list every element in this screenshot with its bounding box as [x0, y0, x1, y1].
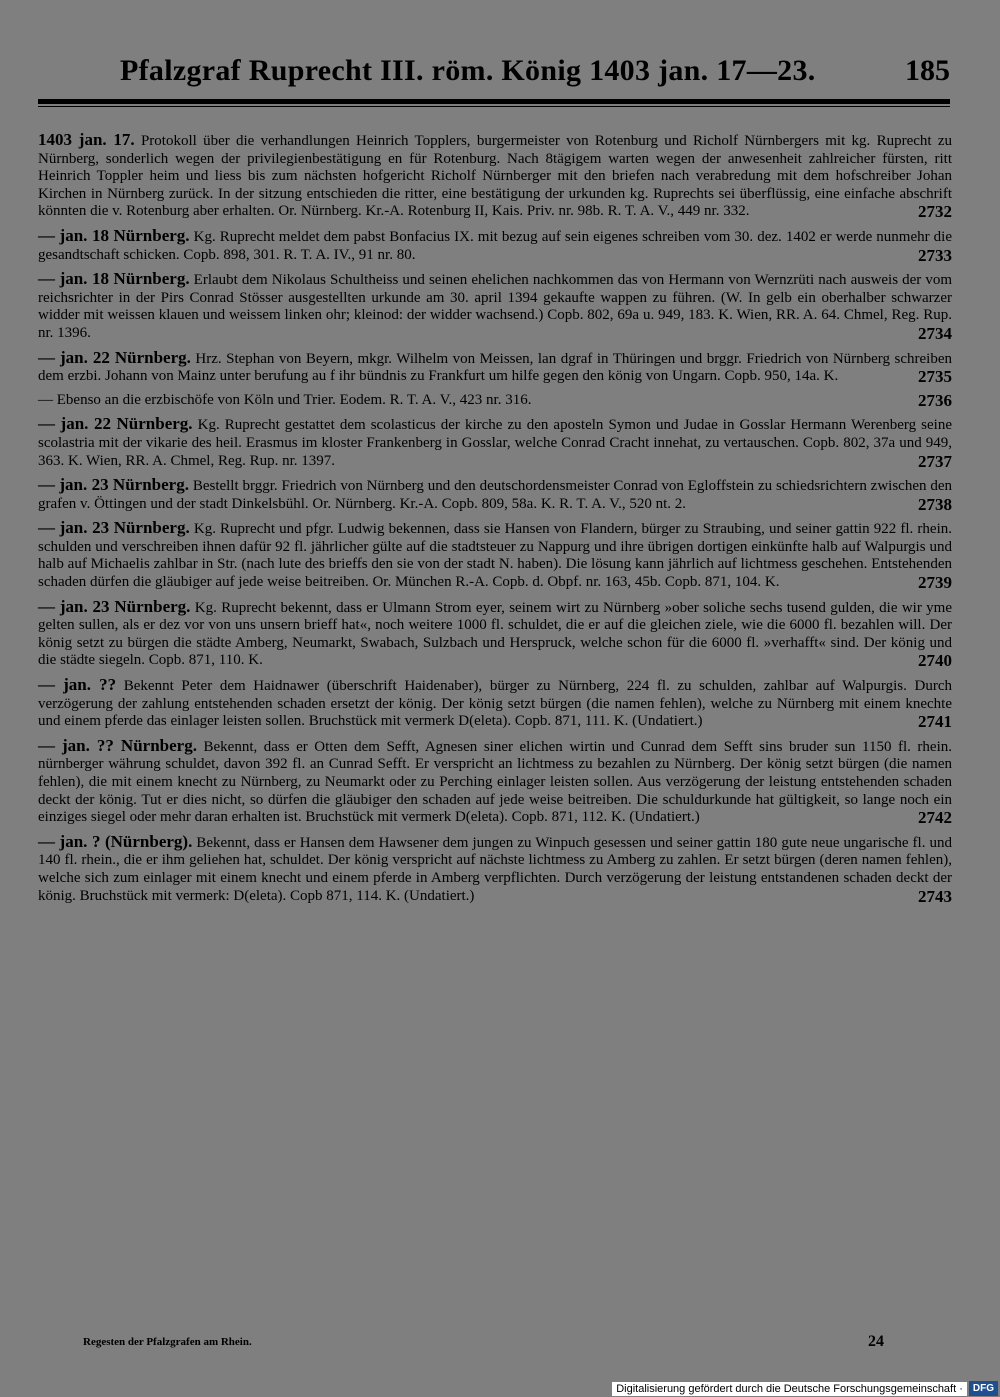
entry-text: Hrz. Stephan von Beyern, mkgr. Wilhelm von Meissen, lan dgraf in Thüringen und brggr. Friedrich von Nürnberg schreiben dem erzbi. Johann von Mainz unter berufung au f ihr bündnis zu Frankfurt um hilfe gegen den könig von Ungarn. Copb. 950, 14a. K. [38, 350, 952, 385]
regest-entry [38, 598, 952, 670]
entry-date: — jan. 23 Nürnberg. [38, 518, 190, 538]
header-rule-thick [38, 99, 950, 104]
entry-number: 2743 [918, 886, 952, 906]
entry-date: 1403 jan. 17. [38, 130, 135, 149]
entry-number: 2739 [918, 573, 952, 593]
entry-number: 2733 [918, 245, 952, 265]
entry-text: Bestellt brggr. Friedrich von Nürnberg und den deutschordensmeister Conrad von Egloffstein zu schiedsrichtern zwischen den grafen v. Öttingen und der stadt Dinkelsbühl. Or. Nürnberg. Kr.-A. Copb. 809, 58a. K. R. T. A. V., 520 nt. 2. [38, 478, 952, 512]
entry-number: 2742 [918, 808, 952, 828]
entry-number: 2734 [918, 323, 952, 343]
header-rule-thin [38, 106, 950, 107]
entry-date: — jan. 18 Nürnberg. [38, 269, 190, 289]
entry-number: 2732 [918, 202, 952, 222]
entry-date: — jan. 22 Nürnberg. [38, 414, 193, 434]
entry-date: — jan. ?? [38, 675, 117, 695]
entry-number: 2741 [918, 712, 952, 732]
regest-entry [38, 131, 952, 221]
entry-text: Erlaubt dem Nikolaus Schultheiss und seinen ehelichen nachkommen das von Hermann von Wernzrüti nach ausweis der vom reichsrichter in der Pirs Conrad Stösser ausgestellten urkunde am 30. april 1394 gekaufte wappen zu führen. (W. In gelb ein oberhalber schwarzer widder mit weissen klauen und weissem linken ohr; kleinod: der widder wachsend.) Copb. 802, 69a u. 949, 183. K. Wien, RR. A. 64. Chmel, Reg. Rup. nr. 1396. [38, 272, 953, 341]
entry-date: — jan. ?? Nürnberg. [38, 735, 197, 755]
footer-signature: 24 [868, 1333, 884, 1350]
dfg-credit-text: Digitalisierung gefördert durch die Deutsche Forschungsgemeinschaft · [612, 1382, 967, 1396]
entry-date: — jan. 18 Nürnberg. [38, 225, 190, 245]
entry-date: — jan. 23 Nürnberg. [38, 596, 191, 616]
regest-entry [38, 270, 952, 342]
regest-entry [38, 676, 952, 731]
footer-series-title: Regesten der Pfalzgrafen am Rhein. [83, 1336, 252, 1348]
entry-text: Kg. Ruprecht bekennt, dass er Ulmann Strom eyer, seinem wirt zu Nürnberg »ober soliche sechs tusend gulden, die wir yme gelten sullen, als er dez vor von uns unsern brieff hat«, noch weitere 1000 fl. schuldet, die er auf die gleichen ziele, wie die 6000 fl. bezahlen will. Der könig setzt zu bürgen die städte Amberg, Neumarkt, Swabach, Sulzbach und Herspruck, welche schon für die 6000 fl. »verhafft« sind. Der könig und die städte siegeln. Copb. 871, 110. K. [38, 599, 952, 669]
entry-text: Kg. Ruprecht gestattet dem scolasticus der kirche zu den aposteln Symon und Judae in Gosslar Hermann Werenberg seine scolastria mit der vikarie des heil. Erasmus im kloster Frankenberg in Gosslar, welche Conrad Cracht innehat, zu vertauschen. Copb. 802, 37a und 949, 363. K. Wien, RR. A. Chmel, Reg. Rup. nr. 1397. [38, 417, 952, 469]
regest-entry [38, 392, 952, 410]
entry-date: — jan. 22 Nürnberg. [38, 347, 191, 367]
regest-entry [38, 476, 952, 513]
entry-number: 2736 [918, 390, 952, 410]
entry-number: 2738 [918, 494, 952, 514]
entry-date: — [38, 391, 53, 408]
header-title: Pfalzgraf Ruprecht III. röm. König 1403 jan. 17—23. [120, 54, 816, 87]
entry-text: Bekennt, dass er Hansen dem Hawsener dem jungen zu Winpuch gesessen und seiner gattin 180 gute neue ungarische fl. und 140 fl. rhein., die er ihm geliehen hat, schuldet. Der könig verspricht auf nächste lichtmess zu Amberg zu zahlen. Er setzt bürgen (deren namen fehlen), welche sich zum einlager mit einem knecht und einem pferde in Amberg verpflichten. Durch verzögerung der leistung entstandenen schaden deckt der könig. Bruchstück mit vermerk: D(eleta). Copb 871, 114. K. (Undatiert.) [38, 834, 952, 904]
regest-entry [38, 227, 952, 264]
entry-date: — jan. 23 Nürnberg. [38, 475, 189, 495]
entry-number: 2740 [918, 651, 952, 671]
entry-text: Kg. Ruprecht meldet dem pabst Bonfacius IX. mit bezug auf sein eigenes schreiben vom 30. dez. 1402 er werde nunmehr die gesandtschaft schicken. Copb. 898, 301. R. T. A. IV., 91 nr. 80. [38, 228, 952, 263]
regest-entry [38, 833, 952, 905]
regest-entry [38, 737, 952, 827]
dfg-credit-bar [612, 1380, 1000, 1397]
entry-text: Protokoll über die verhandlungen Heinrich Topplers, burgermeister von Rotenburg und Richolf Nürnbergers mit kg. Ruprecht zu Nürnberg, sonderlich wegen der privilegienbestätigung en für Rotenburg. Nach 8tägigem warten wegen der anwesenheit zahlreicher fürsten, ritt Heinrich Toppler heim und liess bis zum nächsten hofgericht Richolf Nürnberger mit den briefen nach verabredung mit dem hofschreiber Johan Kirchen in Nürnberg zurück. In der sitzung entschieden die ritter, eine bestätigung der urkunden kg. Ruprechts sei überflüssig, eine einfache abschrift könnten die v. Rotenburg aber erhalten. Or. Nürnberg. Kr.-A. Rotenburg II, Kais. Priv. nr. 98b. R. T. A. V., 449 nr. 332. [38, 133, 952, 220]
regest-entry [38, 349, 952, 386]
entry-number: 2737 [918, 451, 952, 471]
page-number: 185 [905, 54, 950, 87]
entry-text: Ebenso an die erzbischöfe von Köln und Trier. Eodem. R. T. A. V., 423 nr. 316. [56, 391, 532, 408]
entry-date: — jan. ? (Nürnberg). [38, 831, 193, 851]
dfg-logo: DFG [969, 1381, 998, 1396]
entry-number: 2735 [918, 367, 952, 387]
regest-entry [38, 519, 952, 591]
entry-text: Bekennt Peter dem Haidnawer (überschrift Haidenaber), bürger zu Nürnberg, 224 fl. zu schulden, zahlbar auf Walpurgis. Durch verzögerung der zahlung entstehenden schaden ersetzt der könig. Der könig setzt bürgen (die namen fehlen), welche zu Nürnberg mit einem knechte und einem pferde das einlager leisten sollen. Bruchstück mit vermerk D(eleta). Copb. 871, 111. K. (Undatiert.) [38, 678, 953, 730]
regest-entry [38, 415, 952, 470]
regesta-list [38, 131, 952, 911]
entry-text: Bekennt, dass er Otten dem Sefft, Agnesen siner elichen wirtin und Cunrad dem Sefft sins bruder sun 1150 fl. rhein. nürnberger währung schuldet, davon 392 fl. an Cunrad Sefft. Er verspricht an lichtmess zu bezahlen zu Nürnberg. Der könig setzt bürgen (die namen fehlen), die mit einem knecht zu Nürnberg, zu Neumarkt oder zu Perching einlager leisten sollen. Aus verzögerung der leistung entstehenden schaden deckt der könig. Tut er dies nicht, so dürfen die gläubiger den schaden auf jede weise beitreiben. Die schuldurkunde hat gültigkeit, so lange noch ein einziges siegel oder mehr daran erhalten ist. Bruchstück mit vermerk D(eleta). Copb. 871, 112. K. (Undatiert.) [38, 738, 953, 826]
entry-text: Kg. Ruprecht und pfgr. Ludwig bekennen, dass sie Hansen von Flandern, bürger zu Straubing, und seiner gattin 922 fl. rhein. schulden und verschreiben ihnen dafür 92 fl. jährlicher gülte auf die stadtsteuer zu Nappurg und ihre übrigen dortigen einkünfte halb auf Walpurgis und halb auf Michaelis zahlbar in Str. (nach lute des brieffs den sie von der stadt N. haben). Die lösung kann jährlich auf lichtmess geschehen. Entstehenden schaden dürfen die gläubiger auf jede weise beitreiben. Or. München R.-A. Copb. d. Obpf. nr. 163, 45b. Copb. 871, 104. K. [38, 521, 952, 591]
running-header [38, 52, 950, 94]
